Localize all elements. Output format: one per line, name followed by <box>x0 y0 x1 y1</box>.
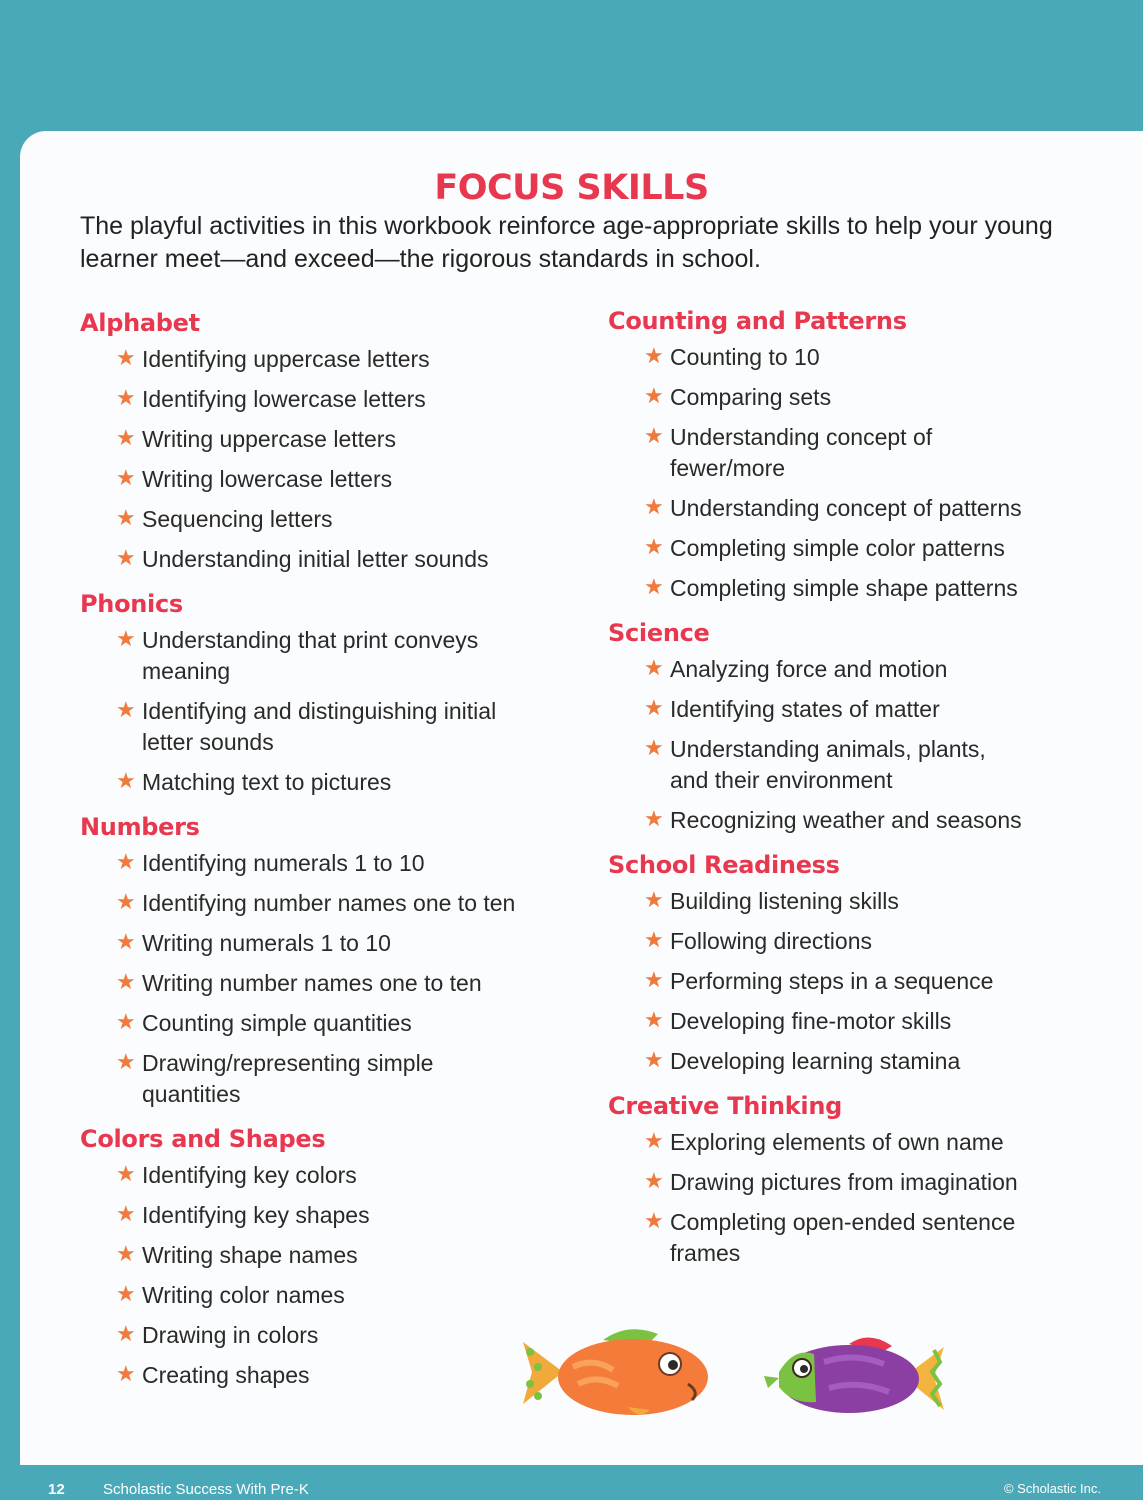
skill-list <box>80 1160 590 1391</box>
skill-item: ★ Completing simple color patterns <box>644 533 1118 564</box>
section-heading: Counting and Patterns <box>608 307 907 335</box>
section-colors-and-shapes <box>80 1122 590 1391</box>
star-icon: ★ <box>116 1010 136 1035</box>
star-icon: ★ <box>116 627 136 652</box>
skill-item: ★ Identifying number names one to ten <box>116 888 556 919</box>
skill-list <box>608 1127 1118 1269</box>
star-icon: ★ <box>644 968 664 993</box>
section-creative-thinking <box>608 1089 1118 1269</box>
right-column <box>608 304 1118 1281</box>
skill-item: ★ Identifying lowercase letters <box>116 384 590 415</box>
section-heading: Creative Thinking <box>608 1092 843 1120</box>
skill-item: ★ Drawing pictures from imagination <box>644 1167 1118 1198</box>
star-icon: ★ <box>116 970 136 995</box>
star-icon: ★ <box>116 890 136 915</box>
skill-item: ★ Completing open-ended sentence frames <box>644 1207 1080 1269</box>
section-heading: Alphabet <box>80 309 200 337</box>
section-science <box>608 616 1118 836</box>
star-icon: ★ <box>644 696 664 721</box>
star-icon: ★ <box>116 1242 136 1267</box>
skill-item: ★ Identifying key shapes <box>116 1200 590 1231</box>
section-heading: Numbers <box>80 813 200 841</box>
purple-fish-icon <box>754 1332 949 1422</box>
skill-item: ★ Writing numerals 1 to 10 <box>116 928 556 959</box>
section-heading: Colors and Shapes <box>80 1125 326 1153</box>
skill-item: ★ Writing shape names <box>116 1240 590 1271</box>
skill-list <box>80 344 590 575</box>
star-icon: ★ <box>116 1322 136 1347</box>
star-icon: ★ <box>644 928 664 953</box>
star-icon: ★ <box>116 346 136 371</box>
section-school-readiness <box>608 848 1118 1077</box>
skill-item: ★ Sequencing letters <box>116 504 590 535</box>
star-icon: ★ <box>644 1169 664 1194</box>
orange-fish-icon <box>518 1322 713 1422</box>
skill-item: ★ Creating shapes <box>116 1360 590 1391</box>
star-icon: ★ <box>116 386 136 411</box>
skill-item: ★ Understanding concept of fewer/more <box>644 422 970 484</box>
skill-item: ★ Counting simple quantities <box>116 1008 556 1039</box>
skill-list <box>608 654 1118 836</box>
star-icon: ★ <box>644 424 664 449</box>
book-title: Scholastic Success With Pre-K <box>103 1481 309 1498</box>
skill-item: ★ Identifying numerals 1 to 10 <box>116 848 556 879</box>
skill-item: ★ Drawing/representing simple quantities <box>116 1048 482 1110</box>
skill-item: ★ Understanding animals, plants, and their environment <box>644 734 1020 796</box>
section-heading: School Readiness <box>608 851 840 879</box>
star-icon: ★ <box>644 535 664 560</box>
section-phonics <box>80 587 590 798</box>
skill-item: ★ Counting to 10 <box>644 342 1118 373</box>
skill-list <box>608 886 1118 1077</box>
copyright: © Scholastic Inc. <box>1003 1481 1101 1496</box>
star-icon: ★ <box>116 426 136 451</box>
skill-item: ★ Building listening skills <box>644 886 1118 917</box>
star-icon: ★ <box>644 495 664 520</box>
star-icon: ★ <box>116 546 136 571</box>
section-numbers <box>80 810 590 1110</box>
skill-item: ★ Matching text to pictures <box>116 767 536 798</box>
skill-item: ★ Recognizing weather and seasons <box>644 805 1118 836</box>
star-icon: ★ <box>116 930 136 955</box>
skill-item: ★ Identifying uppercase letters <box>116 344 590 375</box>
skill-item: ★ Developing learning stamina <box>644 1046 1118 1077</box>
star-icon: ★ <box>644 656 664 681</box>
skill-item: ★ Following directions <box>644 926 1118 957</box>
star-icon: ★ <box>644 384 664 409</box>
star-icon: ★ <box>116 769 136 794</box>
section-heading: Phonics <box>80 590 183 618</box>
star-icon: ★ <box>116 506 136 531</box>
skill-item: ★ Writing color names <box>116 1280 590 1311</box>
section-counting-and-patterns <box>608 304 1118 604</box>
skill-item: ★ Developing fine-motor skills <box>644 1006 1118 1037</box>
star-icon: ★ <box>644 1129 664 1154</box>
star-icon: ★ <box>116 1050 136 1075</box>
skill-item: ★ Writing number names one to ten <box>116 968 556 999</box>
star-icon: ★ <box>644 344 664 369</box>
section-heading: Science <box>608 619 710 647</box>
page-footer <box>0 1465 1143 1500</box>
star-icon: ★ <box>644 1048 664 1073</box>
star-icon: ★ <box>644 575 664 600</box>
skill-item: ★ Drawing in colors <box>116 1320 590 1351</box>
star-icon: ★ <box>116 1282 136 1307</box>
skill-item: ★ Identifying states of matter <box>644 694 1118 725</box>
star-icon: ★ <box>116 1362 136 1387</box>
skill-item: ★ Analyzing force and motion <box>644 654 1118 685</box>
star-icon: ★ <box>116 698 136 723</box>
page-title: FOCUS SKILLS <box>434 168 709 208</box>
star-icon: ★ <box>116 850 136 875</box>
page-number: 12 <box>48 1481 65 1498</box>
skill-item: ★ Understanding that print conveys meaning <box>116 625 536 687</box>
section-alphabet <box>80 306 590 575</box>
star-icon: ★ <box>644 736 664 761</box>
skill-item: ★ Understanding initial letter sounds <box>116 544 590 575</box>
intro-paragraph: The playful activities in this workbook reinforce age-appropriate skills to help your young learner meet—and exceed—the rigorous standards in school. <box>80 212 1053 273</box>
skill-item: ★ Identifying key colors <box>116 1160 590 1191</box>
skill-item: ★ Writing lowercase letters <box>116 464 590 495</box>
skill-list <box>80 625 536 798</box>
left-column <box>80 306 590 1403</box>
star-icon: ★ <box>644 807 664 832</box>
skill-item: ★ Comparing sets <box>644 382 1118 413</box>
star-icon: ★ <box>116 1162 136 1187</box>
star-icon: ★ <box>644 888 664 913</box>
skill-item: ★ Performing steps in a sequence <box>644 966 1118 997</box>
star-icon: ★ <box>116 466 136 491</box>
skill-item: ★ Exploring elements of own name <box>644 1127 1118 1158</box>
star-icon: ★ <box>644 1209 664 1234</box>
skill-list <box>80 848 556 1110</box>
skill-item: ★ Identifying and distinguishing initial letter sounds <box>116 696 536 758</box>
skill-item: ★ Completing simple shape patterns <box>644 573 1118 604</box>
star-icon: ★ <box>116 1202 136 1227</box>
skill-item: ★ Writing uppercase letters <box>116 424 590 455</box>
skill-item: ★ Understanding concept of patterns <box>644 493 1118 524</box>
skill-list <box>608 342 1118 604</box>
star-icon: ★ <box>644 1008 664 1033</box>
